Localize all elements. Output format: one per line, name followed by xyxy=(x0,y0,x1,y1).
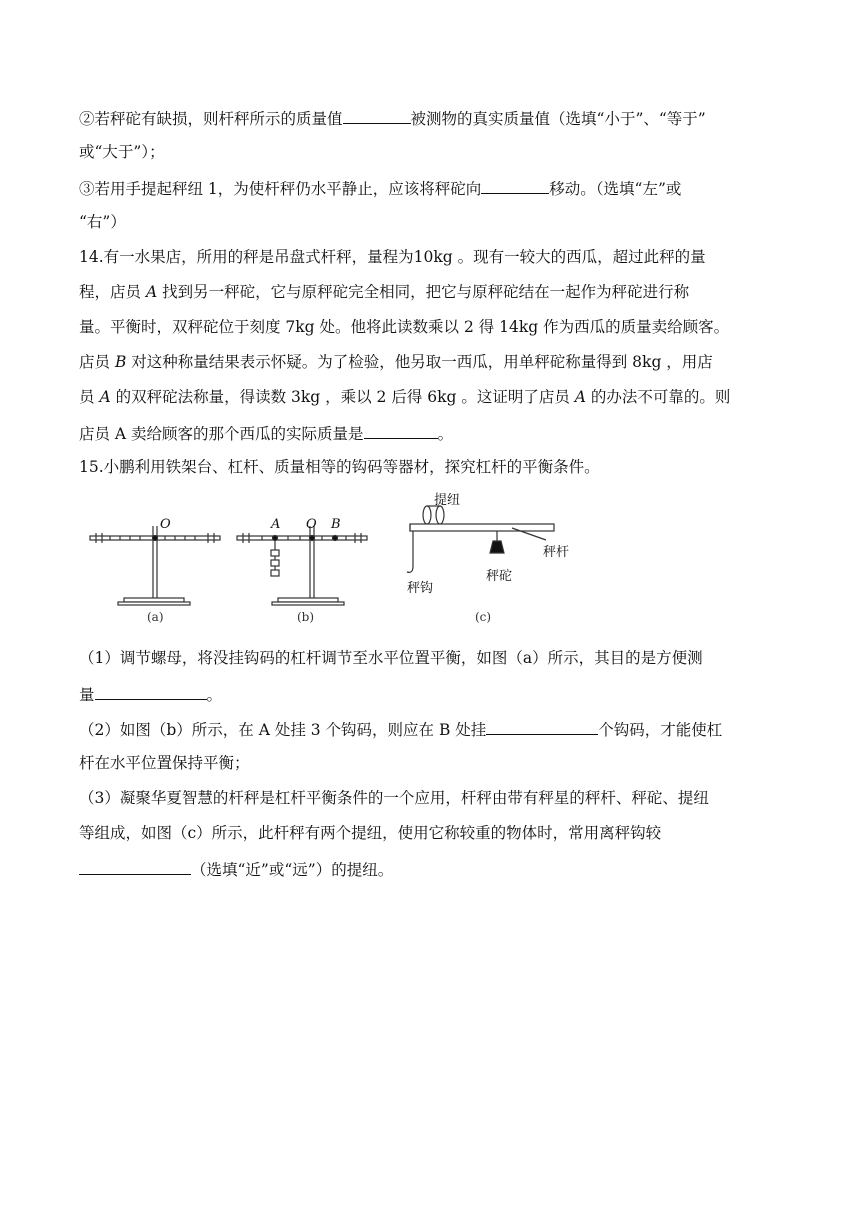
label-a: A xyxy=(271,517,281,532)
q14-line-3 xyxy=(79,317,729,337)
q15-part3-line-2 xyxy=(79,823,661,843)
label-chenggan: 秤杆 xyxy=(543,545,570,560)
text: 店员 A 卖给顾客的那个西瓜的实际质量是 xyxy=(79,425,364,443)
lever-bar xyxy=(237,536,367,540)
q14-line-4 xyxy=(79,352,713,372)
text: 量。平衡时，双秤砣位于刻度 7kg 处。他将此读数乘以 2 得 14kg 作为西瓜的质量卖给顾客。 xyxy=(79,318,730,336)
variable: A xyxy=(99,388,111,406)
caption-c: (c) xyxy=(475,610,492,623)
text: 个钩码，才能使杠 xyxy=(598,721,723,739)
text: 14.有一水果店，所用的秤是吊盘式杆秤，量程为10kg 。现有一较大的西瓜，超过此秤的量 xyxy=(79,248,706,266)
text: 店员 xyxy=(79,353,115,371)
text: 移动。（选填“左”或 xyxy=(549,180,682,198)
caption-a: (a) xyxy=(147,610,164,623)
pivot-dot xyxy=(310,536,315,541)
q15-part1-line-2 xyxy=(79,683,222,705)
stand-foot xyxy=(118,602,190,605)
answer-blank[interactable] xyxy=(95,683,207,700)
label-chenggou: 秤钩 xyxy=(407,581,434,596)
weight xyxy=(271,560,279,566)
text: 员 xyxy=(79,388,100,406)
text: ③若用手提起秤纽 1，为使杆秤仍水平静止，应该将秤砣向 xyxy=(79,180,482,198)
figure-c xyxy=(407,506,554,572)
q15-line-1 xyxy=(79,457,600,477)
text: 对这种称量结果表示怀疑。为了检验，他另取一西瓜，用单秤砣称量得到 8kg ，用店 xyxy=(126,353,713,371)
caption-b: (b) xyxy=(297,610,315,623)
stand-foot xyxy=(272,602,344,605)
text: 。 xyxy=(206,686,223,704)
text: “右”） xyxy=(79,213,126,231)
figure-b xyxy=(237,526,367,605)
answer-blank[interactable] xyxy=(481,177,549,194)
q15-part1-line-1 xyxy=(79,648,703,668)
label-tizhu: 提纽 xyxy=(434,493,461,508)
variable: B xyxy=(114,353,127,371)
lever-figure xyxy=(0,488,860,623)
figure-a xyxy=(90,526,220,605)
weight xyxy=(271,550,279,556)
pivot-dot xyxy=(153,536,158,541)
text: （选填“近”或“远”）的提纽。 xyxy=(191,861,394,879)
text: 找到另一秤砣，它与原秤砣完全相同，把它与原秤砣结在一起作为秤砣进行称 xyxy=(157,283,690,301)
q15-part2-line-2 xyxy=(79,753,250,773)
text: 的双秤砣法称量，得读数 3kg ，乘以 2 后得 6kg 。这证明了店员 xyxy=(110,388,575,406)
label-chengtuo: 秤砣 xyxy=(486,569,513,584)
answer-blank[interactable] xyxy=(343,107,411,124)
q13-line-1 xyxy=(79,107,706,129)
text: 的办法不可靠的。则 xyxy=(585,388,731,406)
variable: A xyxy=(574,388,586,406)
sliding-weight xyxy=(490,541,504,553)
text: 等组成，如图（c）所示，此杆秤有两个提纽，使用它称较重的物体时，常用离秤钩较 xyxy=(79,824,662,842)
answer-blank[interactable] xyxy=(79,858,191,875)
text: 。 xyxy=(437,425,454,443)
text: 被测物的真实质量值（选填“小于”、“等于” xyxy=(410,110,706,128)
label-o-a: O xyxy=(160,517,171,532)
text: （2）如图（b）所示，在 A 处挂 3 个钩码，则应在 B 处挂 xyxy=(79,721,487,739)
text: 程，店员 xyxy=(79,283,146,301)
hook xyxy=(407,566,413,572)
q14-line-1 xyxy=(79,247,706,267)
q13-line-4 xyxy=(79,212,126,232)
q14-line-5 xyxy=(79,387,730,407)
q15-part2-line-1 xyxy=(79,718,722,740)
text: ②若秤砣有缺损，则杆秤所示的质量值 xyxy=(79,110,343,128)
point-a-dot xyxy=(273,536,278,541)
lifting-loop xyxy=(436,506,444,524)
variable: A xyxy=(145,283,158,301)
answer-blank[interactable] xyxy=(364,422,438,439)
text: 杆在水平位置保持平衡； xyxy=(79,754,250,772)
text: 15.小鹏利用铁架台、杠杆、质量相等的钩码等器材，探究杠杆的平衡条件。 xyxy=(79,458,600,476)
label-b: B xyxy=(331,517,341,532)
text: （1）调节螺母，将没挂钩码的杠杆调节至水平位置平衡，如图（a）所示，其目的是方便测 xyxy=(79,649,703,667)
text: （3）凝聚华夏智慧的杆秤是杠杆平衡条件的一个应用，杆秤由带有秤星的秤杆、秤砣、提纽 xyxy=(79,789,709,807)
q14-line-6 xyxy=(79,422,453,444)
text: 或“大于”）； xyxy=(79,143,165,161)
q14-line-2 xyxy=(79,282,689,302)
q13-line-2 xyxy=(79,142,165,162)
q15-part3-line-1 xyxy=(79,788,709,808)
answer-blank[interactable] xyxy=(486,718,598,735)
q15-part3-line-3 xyxy=(79,858,393,880)
weight xyxy=(271,570,279,576)
label-o-b: O xyxy=(306,517,317,532)
text: 量 xyxy=(79,686,95,704)
lifting-loop xyxy=(423,506,431,524)
q13-line-3 xyxy=(79,177,681,199)
point-b-dot xyxy=(333,536,338,541)
steelyard-beam xyxy=(410,524,554,531)
